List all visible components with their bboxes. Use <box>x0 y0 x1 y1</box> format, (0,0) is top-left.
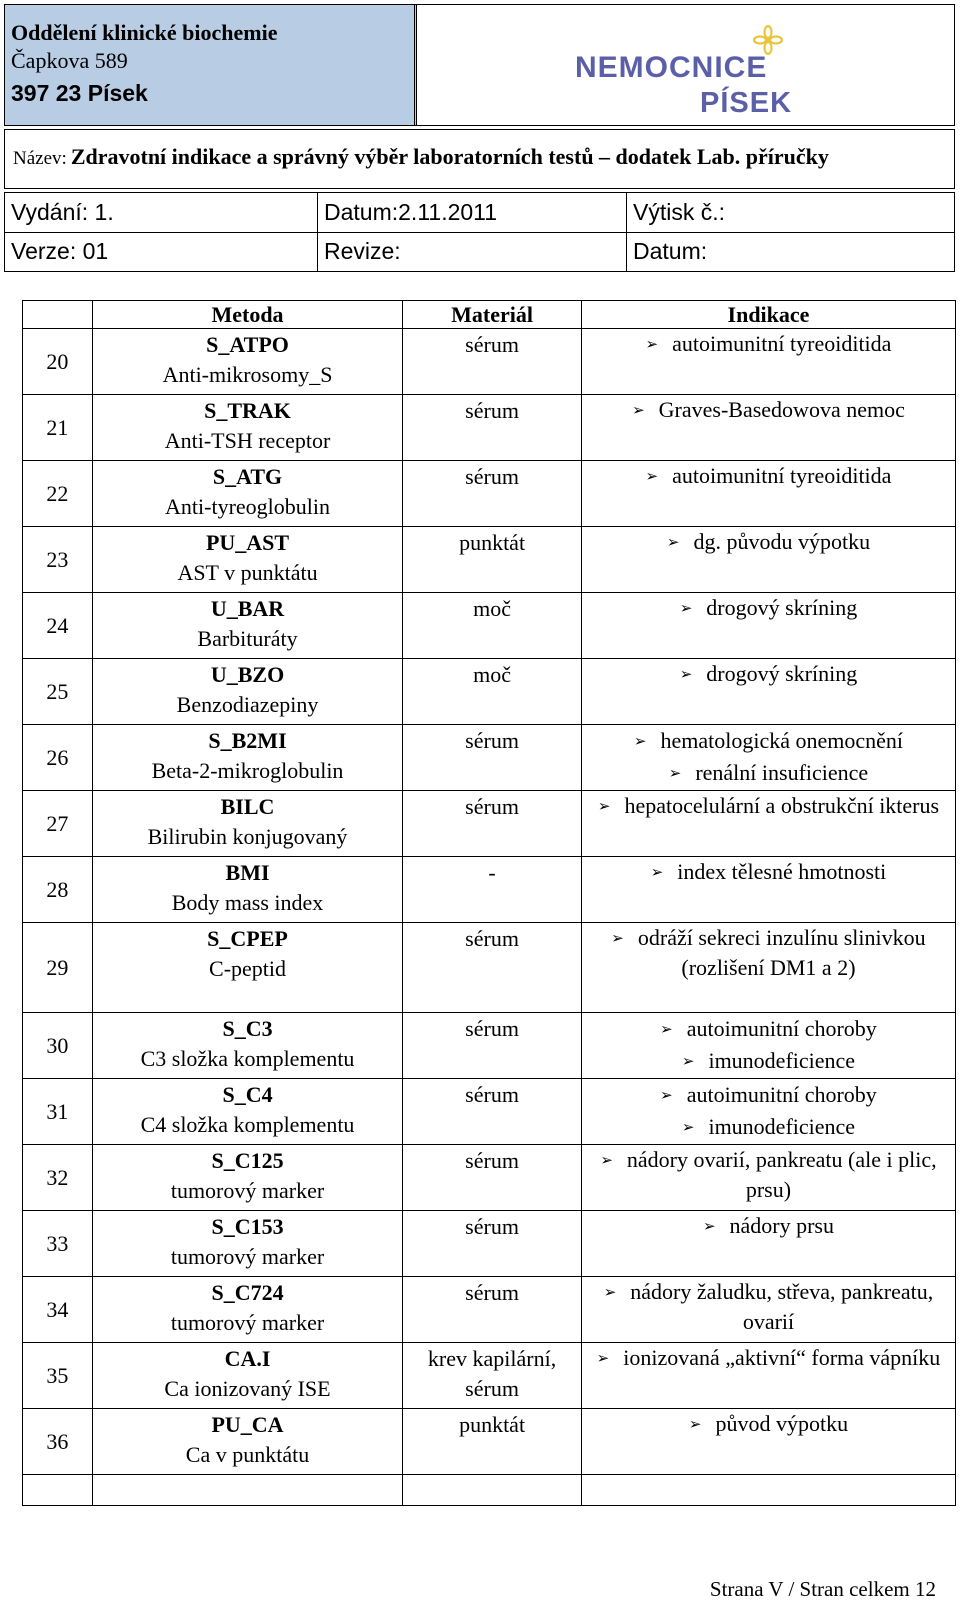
meta-version: Verze: 01 <box>5 232 318 272</box>
material-cell: sérum <box>403 923 582 1013</box>
row-number: 25 <box>23 659 93 725</box>
method-cell <box>92 329 402 395</box>
row-number: 23 <box>23 527 93 593</box>
method-description: Barbituráty <box>197 626 298 651</box>
logo-cell <box>417 5 954 125</box>
method-cell <box>92 395 402 461</box>
indication-item <box>582 1344 955 1374</box>
indication-text: dg. původu výpotku <box>693 529 871 554</box>
method-code: BMI <box>225 860 270 885</box>
material-cell: moč <box>403 593 582 659</box>
indication-cell <box>581 461 955 527</box>
method-code: S_TRAK <box>204 398 291 423</box>
method-description: tumorový marker <box>170 1310 325 1335</box>
indication-item <box>582 1112 955 1144</box>
indication-item <box>582 726 955 758</box>
page-footer: Strana V / Stran celkem 12 <box>709 1577 936 1601</box>
method-code: S_B2MI <box>208 728 287 753</box>
method-cell <box>92 923 402 1013</box>
method-description: Bilirubin konjugovaný <box>147 824 348 849</box>
arrowhead-bullet-icon: ➢ <box>632 401 645 419</box>
logo-text-pisek: PÍSEK <box>700 87 793 119</box>
method-cell <box>92 857 402 923</box>
arrowhead-bullet-icon: ➢ <box>660 1020 673 1038</box>
indication-text: Graves-Basedowova nemoc <box>658 397 905 422</box>
indication-item <box>582 792 955 822</box>
arrowhead-bullet-icon: ➢ <box>702 1217 716 1235</box>
method-code: S_ATPO <box>206 332 289 357</box>
method-cell <box>92 725 402 791</box>
indication-item <box>582 924 955 981</box>
indication-item <box>582 594 955 624</box>
indication-item <box>582 396 955 426</box>
material-cell: sérum <box>403 1013 582 1079</box>
indication-cell <box>581 1277 955 1343</box>
method-description: Ca ionizovaný ISE <box>164 1376 331 1401</box>
method-description: Ca v punktátu <box>185 1442 310 1467</box>
meta-date: Datum:2.11.2011 <box>318 193 627 233</box>
method-cell <box>92 1079 402 1145</box>
arrowhead-bullet-icon: ➢ <box>603 1283 617 1301</box>
arrowhead-bullet-icon: ➢ <box>666 533 680 551</box>
indication-item <box>582 1080 955 1112</box>
indication-item <box>582 1014 955 1046</box>
indication-text: nádory ovarií, pankreatu (ale i plic, prsu) <box>626 1147 937 1202</box>
material-cell: sérum <box>403 395 582 461</box>
indication-cell <box>581 1079 955 1145</box>
method-cell <box>92 1013 402 1079</box>
row-number: 22 <box>23 461 93 527</box>
header-number <box>23 301 93 329</box>
table-row <box>23 857 956 923</box>
document-title-bar <box>4 129 955 189</box>
table-row <box>23 329 956 395</box>
material-cell: - <box>403 857 582 923</box>
arrowhead-bullet-icon: ➢ <box>679 665 693 683</box>
meta-issue: Vydání: 1. <box>5 193 318 233</box>
method-code: S_CPEP <box>207 926 288 951</box>
empty-cell <box>581 1475 955 1506</box>
arrowhead-bullet-icon: ➢ <box>681 1118 695 1136</box>
arrowhead-bullet-icon: ➢ <box>633 732 647 750</box>
method-code: S_C4 <box>222 1082 273 1107</box>
method-code: S_C3 <box>222 1016 273 1041</box>
indication-text: autoimunitní choroby <box>686 1016 877 1041</box>
arrowhead-bullet-icon: ➢ <box>650 863 664 881</box>
indication-cell <box>581 725 955 791</box>
method-code: S_C724 <box>211 1280 284 1305</box>
row-number: 24 <box>23 593 93 659</box>
arrowhead-bullet-icon: ➢ <box>645 467 659 485</box>
document-title: Zdravotní indikace a správný výběr laboratorních testů – dodatek Lab. příručky <box>70 144 829 169</box>
method-code: S_C153 <box>211 1214 284 1239</box>
empty-cell <box>403 1475 582 1506</box>
row-number: 26 <box>23 725 93 791</box>
indication-text: imunodeficience <box>708 1114 856 1139</box>
arrowhead-bullet-icon: ➢ <box>668 764 682 782</box>
department-city: 397 23 Písek <box>11 80 148 106</box>
method-code: U_BZO <box>210 662 285 687</box>
indication-cell <box>581 1145 955 1211</box>
title-label: Název: <box>13 148 67 169</box>
indication-text: nádory prsu <box>729 1213 834 1238</box>
method-cell <box>92 461 402 527</box>
indication-text: původ výpotku <box>715 1411 849 1436</box>
indication-text: autoimunitní choroby <box>686 1082 877 1107</box>
material-cell: sérum <box>403 725 582 791</box>
arrowhead-bullet-icon: ➢ <box>688 1415 702 1433</box>
indication-text: autoimunitní tyreoiditida <box>672 331 892 356</box>
indication-text: index tělesné hmotnosti <box>677 859 887 884</box>
material-cell: moč <box>403 659 582 725</box>
indication-cell <box>581 1013 955 1079</box>
indication-text: nádory žaludku, střeva, pankreatu, ovarií <box>630 1279 934 1334</box>
indication-text: odráží sekreci inzulínu slinivkou (rozlišení DM1 a 2) <box>637 925 926 980</box>
table-row <box>23 593 956 659</box>
method-code: U_BAR <box>210 596 285 621</box>
tests-table <box>22 300 956 1506</box>
arrowhead-bullet-icon: ➢ <box>596 1349 610 1367</box>
header-indication: Indikace <box>581 301 955 329</box>
material-cell: sérum <box>403 461 582 527</box>
indication-text: renální insuficience <box>695 760 869 785</box>
indication-item <box>582 528 955 558</box>
hospital-logo <box>575 25 805 121</box>
indication-item <box>582 330 955 360</box>
table-row <box>23 659 956 725</box>
table-row <box>23 1079 956 1145</box>
material-cell: krev kapilární, sérum <box>403 1343 582 1409</box>
header-method: Metoda <box>92 301 402 329</box>
indication-item <box>582 758 955 790</box>
method-description: C4 složka komplementu <box>140 1112 355 1137</box>
table-row <box>23 1277 956 1343</box>
indication-cell <box>581 1211 955 1277</box>
method-code: CA.I <box>224 1346 271 1371</box>
method-code: PU_CA <box>211 1412 284 1437</box>
meta-copy: Výtisk č.: <box>627 193 955 233</box>
indication-cell <box>581 791 955 857</box>
indication-item <box>582 660 955 690</box>
document-meta-table <box>4 192 955 272</box>
table-row <box>23 1343 956 1409</box>
indication-cell <box>581 1409 955 1475</box>
empty-cell <box>23 1475 93 1506</box>
method-code: S_C125 <box>211 1148 284 1173</box>
method-description: AST v punktátu <box>177 560 318 585</box>
indication-text: autoimunitní tyreoiditida <box>672 463 892 488</box>
indication-text: ionizovaná „aktivní“ forma vápníku <box>623 1345 941 1370</box>
row-number: 33 <box>23 1211 93 1277</box>
material-cell: punktát <box>403 527 582 593</box>
table-row-empty <box>23 1475 956 1506</box>
table-row <box>23 791 956 857</box>
method-description: Anti-tyreoglobulin <box>165 494 330 519</box>
row-number: 31 <box>23 1079 93 1145</box>
indication-text: drogový skríning <box>706 661 858 686</box>
table-row <box>23 1013 956 1079</box>
arrowhead-bullet-icon: ➢ <box>600 1151 613 1169</box>
indication-cell <box>581 1343 955 1409</box>
method-cell <box>92 1211 402 1277</box>
arrowhead-bullet-icon: ➢ <box>611 929 624 947</box>
method-description: Benzodiazepiny <box>176 692 319 717</box>
row-number: 30 <box>23 1013 93 1079</box>
document-header <box>4 4 955 126</box>
logo-text-nemocnice: NEMOCNICE <box>575 51 768 84</box>
indication-cell <box>581 923 955 1013</box>
method-cell <box>92 1277 402 1343</box>
indication-item <box>582 462 955 492</box>
department-street: Čapkova 589 <box>11 48 128 73</box>
row-number: 27 <box>23 791 93 857</box>
method-cell <box>92 1409 402 1475</box>
indication-cell <box>581 395 955 461</box>
indication-item <box>582 1146 955 1203</box>
indication-cell <box>581 329 955 395</box>
indication-item <box>582 1046 955 1078</box>
material-cell: sérum <box>403 1277 582 1343</box>
material-cell: sérum <box>403 1145 582 1211</box>
arrowhead-bullet-icon: ➢ <box>681 1052 695 1070</box>
method-code: BILC <box>220 794 275 819</box>
row-number: 28 <box>23 857 93 923</box>
department-name: Oddělení klinické biochemie <box>11 20 278 45</box>
table-row <box>23 527 956 593</box>
indication-item <box>582 1212 955 1242</box>
method-description: tumorový marker <box>170 1244 325 1269</box>
empty-cell <box>92 1475 402 1506</box>
indication-cell <box>581 659 955 725</box>
row-number: 29 <box>23 923 93 1013</box>
table-row <box>23 395 956 461</box>
method-description: Anti-mikrosomy_S <box>162 362 333 387</box>
indication-cell <box>581 593 955 659</box>
method-description: Body mass index <box>171 890 324 915</box>
method-description: C3 složka komplementu <box>140 1046 355 1071</box>
table-header-row <box>23 301 956 329</box>
indication-item <box>582 1278 955 1335</box>
method-code: S_ATG <box>212 464 283 489</box>
row-number: 21 <box>23 395 93 461</box>
method-cell <box>92 659 402 725</box>
meta-revision: Revize: <box>318 232 627 272</box>
arrowhead-bullet-icon: ➢ <box>679 599 693 617</box>
method-cell <box>92 1145 402 1211</box>
arrowhead-bullet-icon: ➢ <box>597 797 611 815</box>
arrowhead-bullet-icon: ➢ <box>645 335 659 353</box>
method-code: PU_AST <box>205 530 290 555</box>
indication-text: hepatocelulární a obstrukční ikterus <box>624 793 940 818</box>
indication-cell <box>581 527 955 593</box>
table-row <box>23 1409 956 1475</box>
indication-text: hematologická onemocnění <box>660 728 904 753</box>
header-material: Materiál <box>403 301 582 329</box>
material-cell: punktát <box>403 1409 582 1475</box>
material-cell: sérum <box>403 1079 582 1145</box>
method-description: tumorový marker <box>170 1178 325 1203</box>
row-number: 34 <box>23 1277 93 1343</box>
table-row <box>23 1211 956 1277</box>
indication-text: imunodeficience <box>708 1048 856 1073</box>
material-cell: sérum <box>403 329 582 395</box>
table-row <box>23 1145 956 1211</box>
indication-item <box>582 858 955 888</box>
method-description: Anti-TSH receptor <box>164 428 331 453</box>
method-cell <box>92 527 402 593</box>
row-number: 36 <box>23 1409 93 1475</box>
row-number: 32 <box>23 1145 93 1211</box>
method-cell <box>92 593 402 659</box>
indication-item <box>582 1410 955 1440</box>
arrowhead-bullet-icon: ➢ <box>660 1086 673 1104</box>
material-cell: sérum <box>403 1211 582 1277</box>
table-row <box>23 461 956 527</box>
meta-date2: Datum: <box>627 232 955 272</box>
method-cell <box>92 1343 402 1409</box>
method-cell <box>92 791 402 857</box>
method-description: Beta-2-mikroglobulin <box>151 758 344 783</box>
table-row <box>23 923 956 1013</box>
indication-text: drogový skríning <box>706 595 858 620</box>
table-row <box>23 725 956 791</box>
row-number: 35 <box>23 1343 93 1409</box>
department-block <box>5 5 417 125</box>
method-description: C-peptid <box>209 956 287 981</box>
table-body <box>23 329 956 1506</box>
row-number: 20 <box>23 329 93 395</box>
material-cell: sérum <box>403 791 582 857</box>
indication-cell <box>581 857 955 923</box>
